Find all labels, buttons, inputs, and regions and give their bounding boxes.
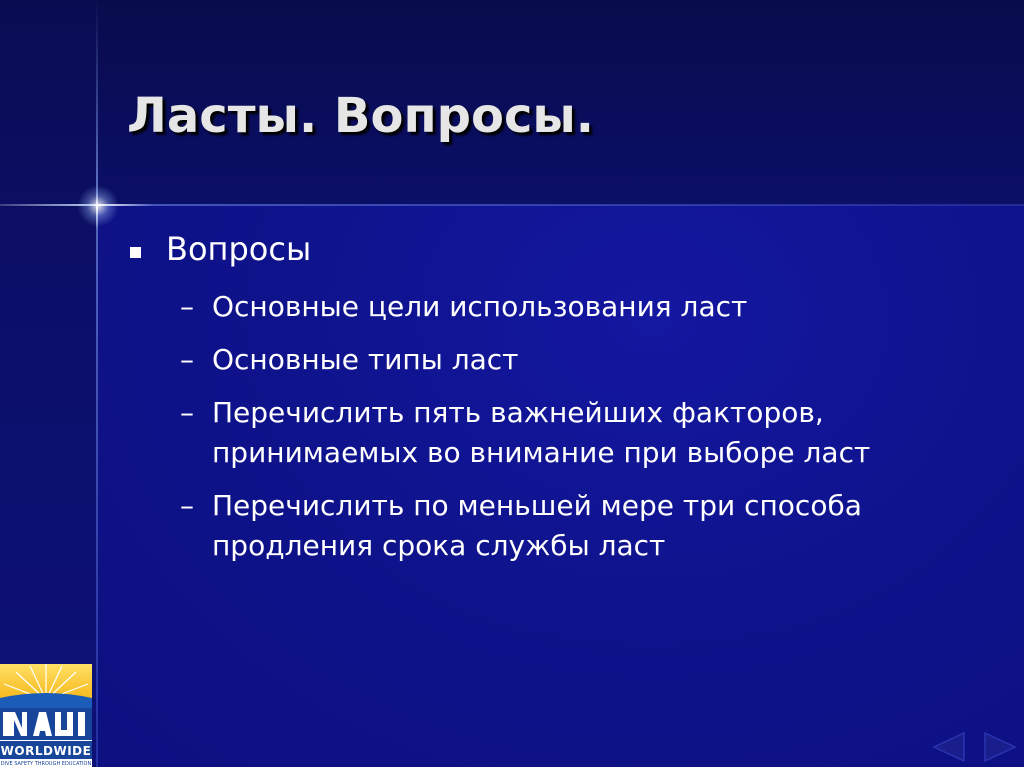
dash-marker: – xyxy=(180,290,194,323)
sub-bullet-text: Перечислить по меньшей мере три способа продления срока службы ласт xyxy=(212,489,862,562)
sub-bullet-item xyxy=(180,287,970,327)
horizontal-divider-line xyxy=(0,204,1024,206)
sub-bullet-text: Основные цели использования ласт xyxy=(212,290,748,323)
bullet-square-icon xyxy=(130,247,141,258)
sub-bullet-list xyxy=(180,287,970,579)
sub-bullet-text: Основные типы ласт xyxy=(212,343,519,376)
svg-text:DIVE SAFETY THROUGH EDUCATION: DIVE SAFETY THROUGH EDUCATION xyxy=(0,761,92,767)
main-bullet-text: Вопросы xyxy=(166,230,312,268)
triangle-right-icon[interactable] xyxy=(983,731,1017,763)
sub-bullet-item xyxy=(180,486,970,566)
slide-title: Ласты. Вопросы. xyxy=(127,88,595,144)
naui-logo xyxy=(0,664,92,767)
left-band xyxy=(0,0,97,767)
svg-text:WORLDWIDE: WORLDWIDE xyxy=(0,744,92,758)
sub-bullet-text: Перечислить пять важнейших факторов, принимаемых во внимание при выборе ласт xyxy=(212,396,871,469)
sparkle-star xyxy=(77,185,119,227)
triangle-left-icon[interactable] xyxy=(932,731,966,763)
vertical-divider-line xyxy=(96,0,98,767)
dash-marker: – xyxy=(180,343,194,376)
dash-marker: – xyxy=(180,489,194,522)
main-bullet xyxy=(130,230,311,268)
dash-marker: – xyxy=(180,396,194,429)
sub-bullet-item xyxy=(180,393,970,473)
sub-bullet-item xyxy=(180,340,970,380)
